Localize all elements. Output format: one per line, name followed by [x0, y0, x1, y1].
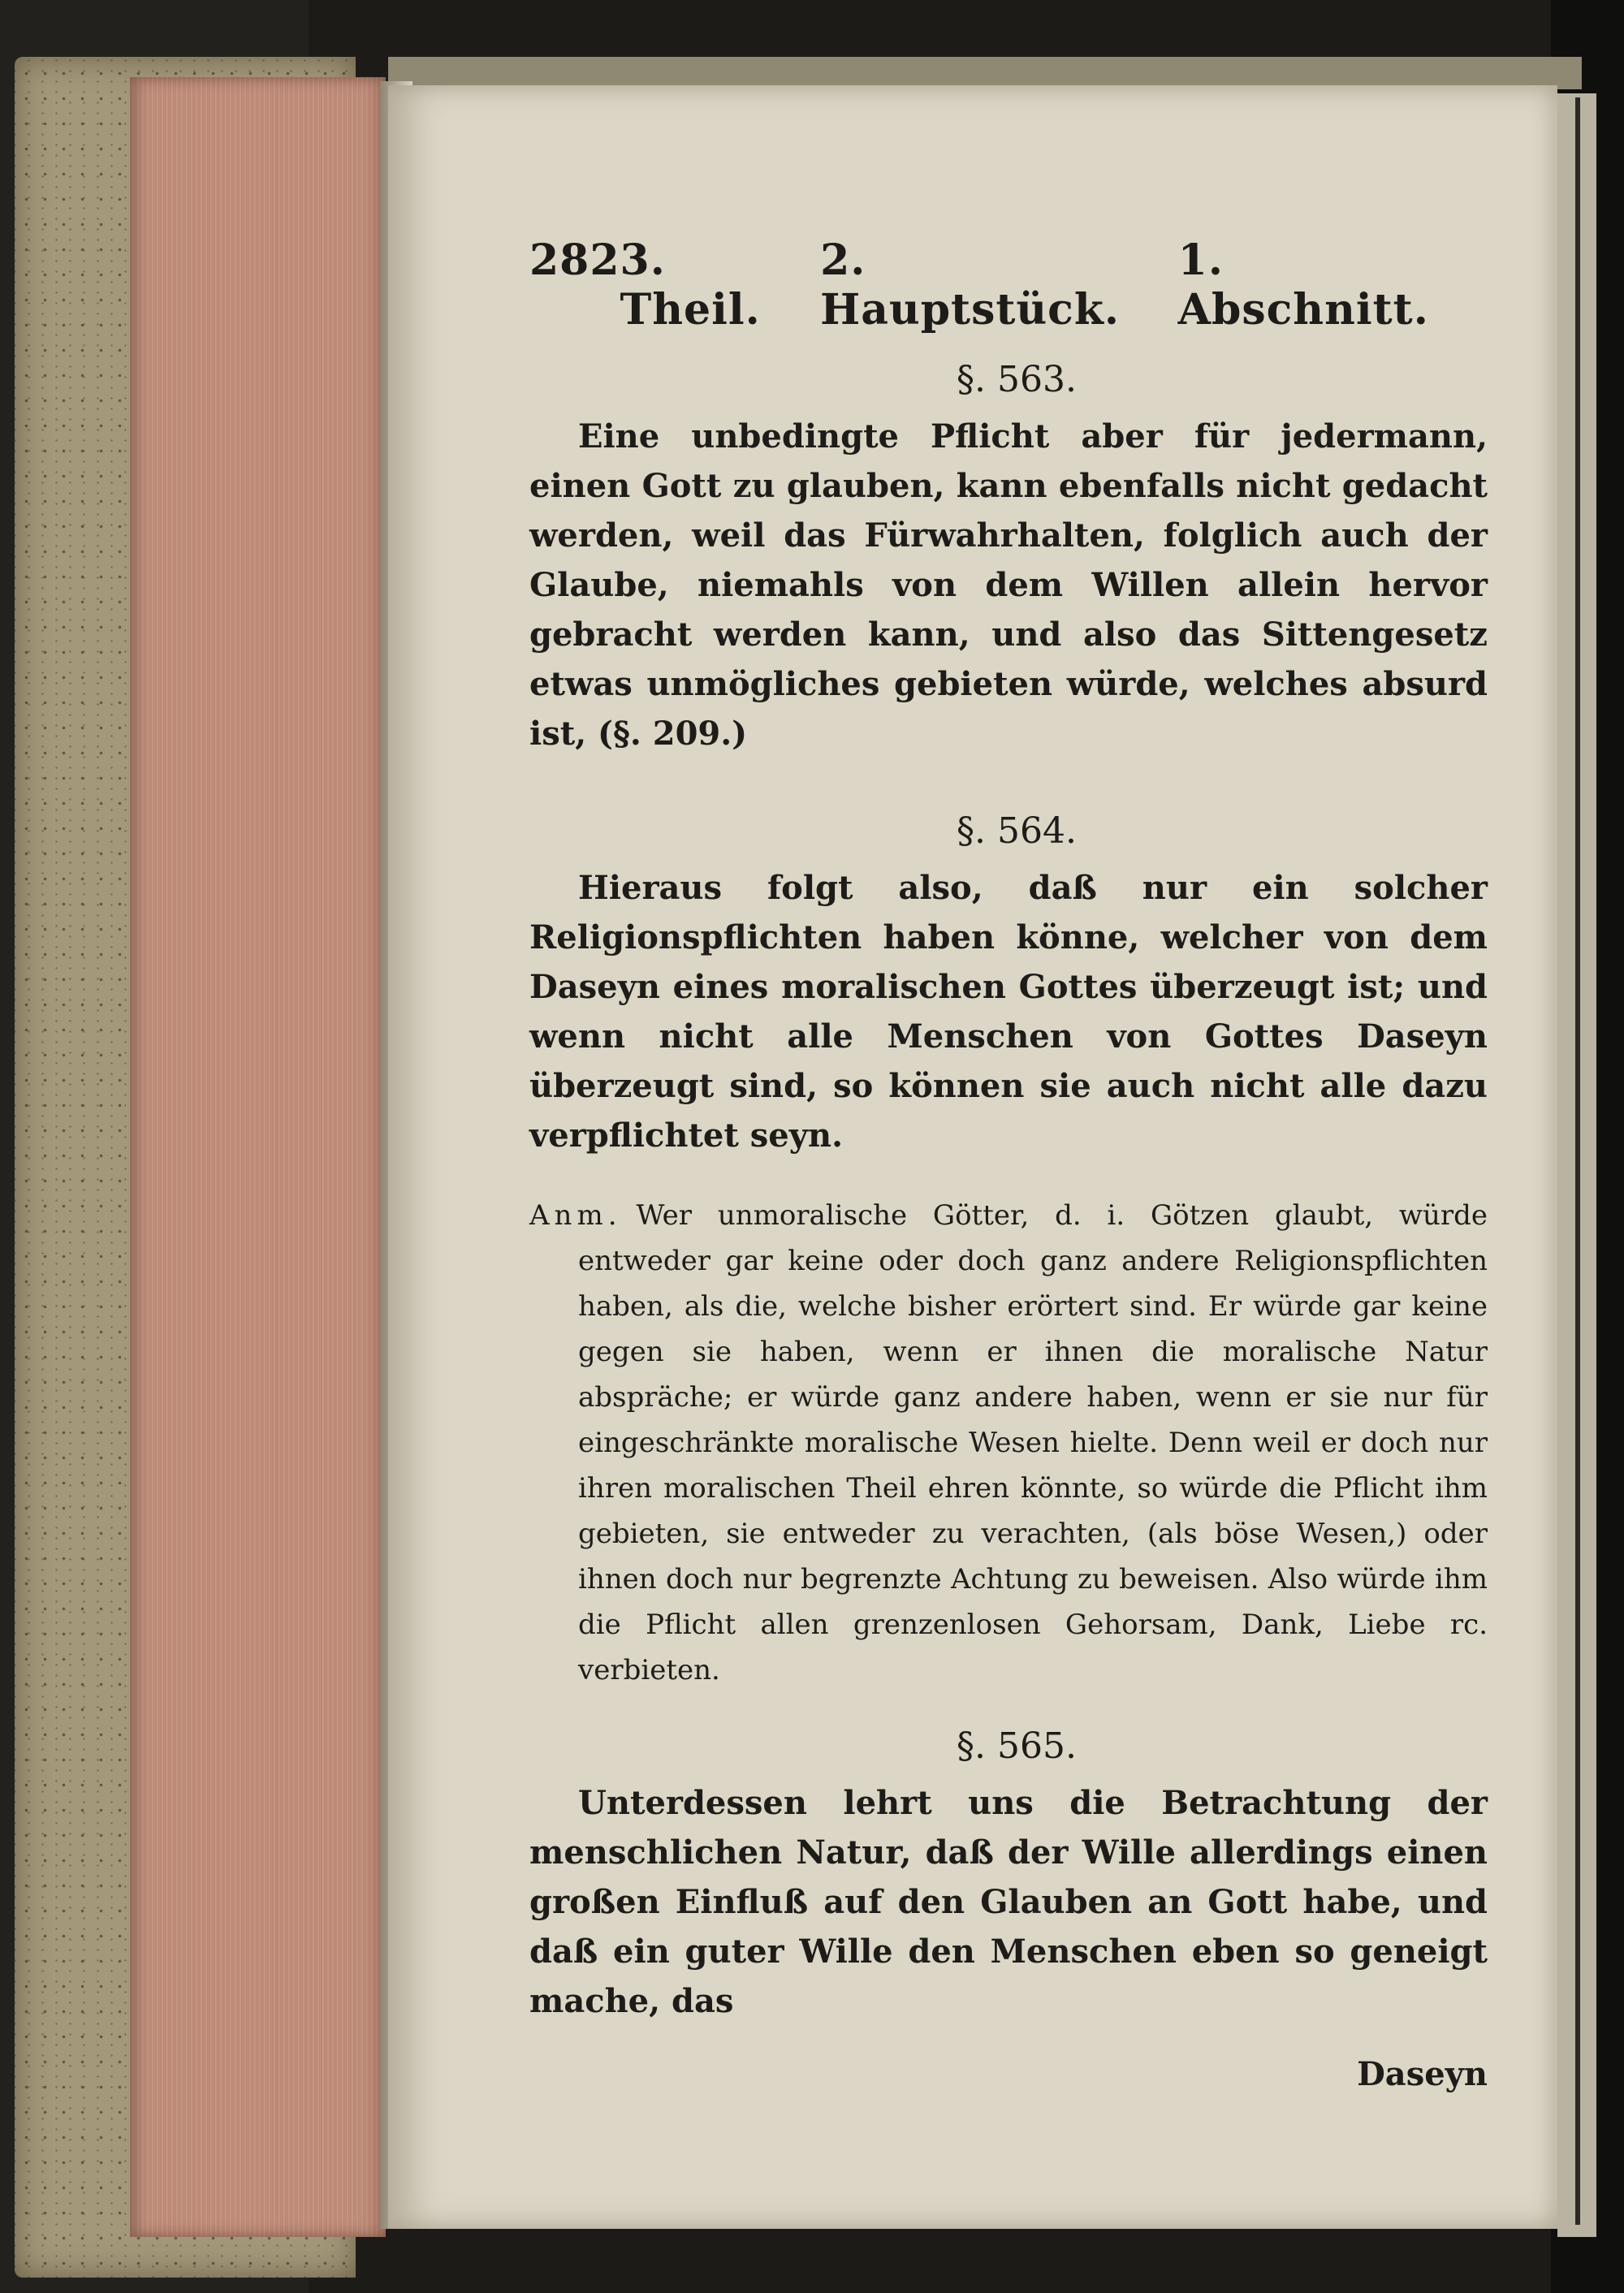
annotation-text: Wer unmoralische Götter, d. i. Götzen glaubt, würde entweder gar keine oder doch ganz andere Religionspflichten haben, als die, welche bisher erörtert sind. Er würde gar keine gegen sie haben, wenn er ihnen die moralische Natur abspräche; er würde ganz andere haben, wenn er sie nur für eingeschränkte moralische Wesen hielte. Denn weil er doch nur ihren moralischen Theil ehren könnte, so würde die Pflicht ihm gebieten, sie entweder zu verachten, (als böse Wesen,) oder ihnen doch nur begrenzte Achtung zu beweisen. Also würde ihm die Pflicht allen grenzenlosen Gehorsam, Dank, Liebe rc. verbieten.: [578, 1199, 1488, 1686]
catchword: Daseyn: [1357, 2055, 1488, 2093]
page-top-shadow: [388, 57, 1582, 89]
section-heading: §. 565.: [957, 1725, 1077, 1767]
section-label: 1. Abschnitt.: [1177, 235, 1429, 335]
page-content: [529, 235, 1488, 2093]
section-paragraph: Hieraus folgt also, daß nur ein solcher Religionspflichten haben könne, welcher von dem Daseyn eines moralischen Gottes überzeugt ist; und wenn nicht alle Menschen von Gottes Daseyn überzeugt sind, so können sie auch nicht alle dazu verpflichtet seyn.: [529, 869, 1488, 1155]
section-heading: §. 564.: [957, 810, 1077, 852]
page-edges: [130, 77, 386, 2237]
section-heading: §. 563.: [957, 359, 1077, 400]
part-label: 3. Theil.: [620, 235, 761, 335]
section-paragraph: Eine unbedingte Pflicht aber für jedermann, einen Gott zu glauben, kann ebenfalls nicht gedacht werden, weil das Fürwahrhalten, folglich auch der Glaube, niemahls von dem Willen allein hervor gebracht werden kann, und also das Sittengesetz etwas unmögliches gebieten würde, welches absurd ist, (§. 209.): [529, 417, 1488, 753]
chapter-label: 2. Hauptstück.: [820, 235, 1120, 335]
next-page-edge: [1575, 97, 1580, 2225]
annotation: [529, 1193, 1488, 1693]
annotation-label: Anm.: [529, 1199, 622, 1232]
running-head: [529, 235, 1488, 335]
section-paragraph: Unterdessen lehrt uns die Betrachtung der menschlichen Natur, daß der Wille allerdings einen großen Einfluß auf den Glauben an Gott habe, und daß ein guter Wille den Menschen eben so geneigt mache, das: [529, 1784, 1488, 2020]
page-number: 282: [529, 235, 620, 285]
